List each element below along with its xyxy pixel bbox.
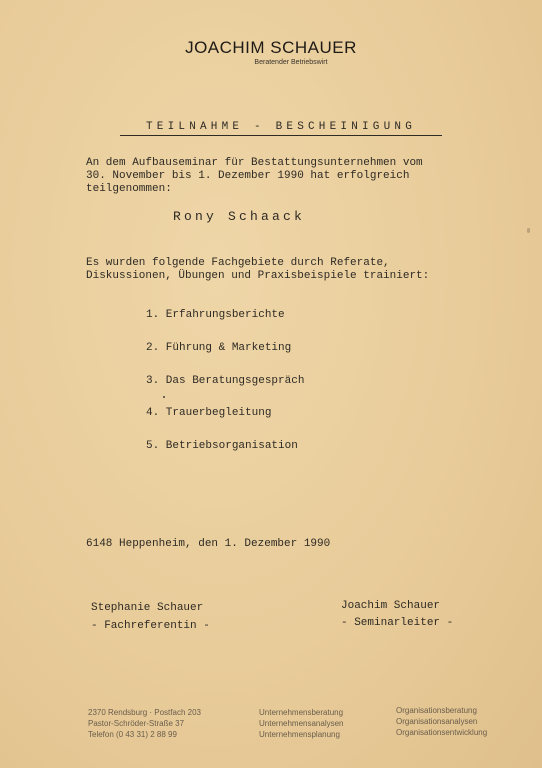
topic-item: 1. Erfahrungsberichte [146, 309, 285, 321]
footer-address [88, 707, 201, 740]
topic-item: 5. Betriebsorganisation [146, 440, 298, 452]
footer-address-line: 2370 Rendsburg · Postfach 203 [88, 708, 201, 717]
document-title: TEILNAHME - BESCHEINIGUNG [120, 121, 442, 136]
letterhead-subtitle: Beratender Betriebswirt [254, 59, 328, 66]
footer-service-line: Unternehmensplanung [259, 730, 340, 739]
footer-service-line: Organisationsberatung [396, 706, 477, 715]
topics-intro-paragraph: Es wurden folgende Fachgebiete durch Referate, Diskussionen, Übungen und Praxisbeispiele trainiert: [86, 257, 430, 282]
signature-left-name: Stephanie Schauer [91, 602, 204, 614]
intro-paragraph: An dem Aufbauseminar für Bestattungsunternehmen vom 30. November bis 1. Dezember 1990 hat erfolgreich teilgenommen: [86, 157, 423, 195]
signature-left-role: - Fachreferentin - [91, 620, 210, 632]
footer-service-line: Organisationsentwicklung [396, 728, 488, 737]
signature-right-role: - Seminarleiter - [341, 617, 454, 629]
footer-address-line: Telefon (0 43 31) 2 88 99 [88, 730, 177, 739]
topic-item: 3. Das Beratungsgespräch [146, 375, 305, 387]
paper-speck [527, 228, 530, 233]
signature-right-name: Joachim Schauer [341, 600, 441, 612]
ink-mark [163, 396, 165, 398]
footer-services-organisation [396, 705, 487, 738]
place-date: 6148 Heppenheim, den 1. Dezember 1990 [86, 538, 331, 550]
topic-item: 2. Führung & Marketing [146, 342, 292, 354]
footer-service-line: Organisationsanalysen [396, 717, 478, 726]
letterhead-name: JOACHIM SCHAUER [185, 38, 357, 57]
footer-services-consulting [259, 707, 344, 740]
footer-service-line: Unternehmensberatung [259, 708, 344, 717]
topic-item: 4. Trauerbegleitung [146, 407, 272, 419]
footer-service-line: Unternehmensanalysen [259, 719, 344, 728]
footer-address-line: Pastor-Schröder-Straße 37 [88, 719, 185, 728]
participant-name: Rony Schaack [173, 209, 306, 224]
